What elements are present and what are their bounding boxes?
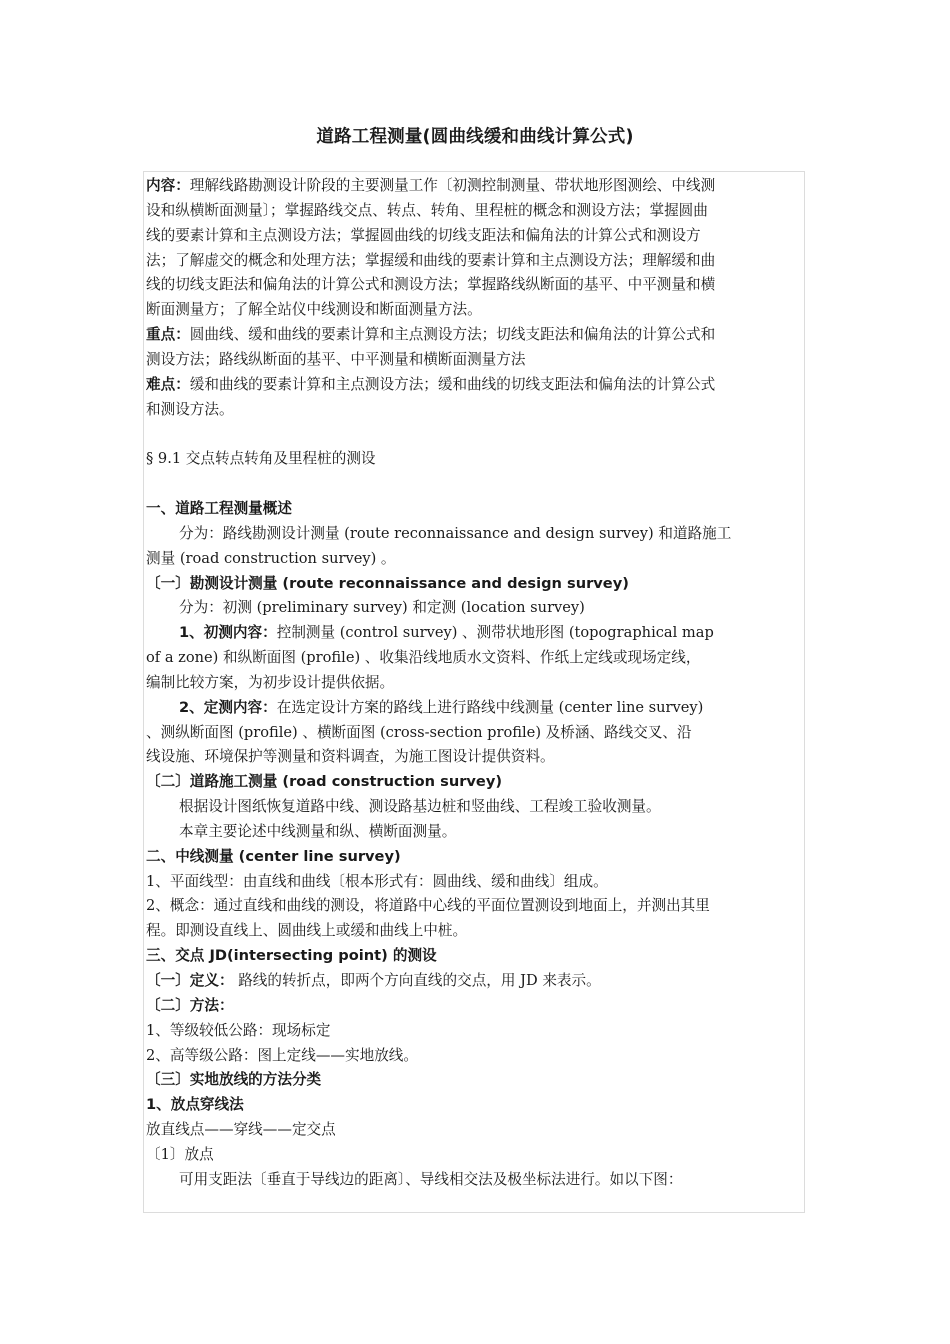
text-line [146,298,802,323]
line-text: 线的要素计算和主点测设方法；掌握圆曲线的切线支距法和偏角法的计算公式和测设方 [146,226,701,244]
bold-label: 〔二〕方法： [146,996,234,1014]
text-line [146,721,802,746]
text-line [146,273,802,298]
text-line [146,373,802,398]
line-text: 1、等级较低公路：现场标定 [146,1021,331,1039]
text-line [146,174,802,199]
line-text: 2、概念：通过直线和曲线的测设，将道路中心线的平面位置测设到地面上，并测出其里 [146,897,710,915]
text-line [146,1118,802,1143]
bold-label: 1、放点穿线法 [146,1096,244,1114]
line-text: 线的切线支距法和偏角法的计算公式和测设方法；掌握路线纵断面的基平、中平测量和横 [146,276,716,294]
bold-label: 〔二〕道路施工测量 (road construction survey) [146,773,503,791]
line-text: 、测纵断面图 (profile) 、横断面图 (cross-section profile) 及桥涵、路线交叉、沿 [146,723,692,741]
line-text: 可用支距法〔垂直于导线边的距离〕、导线相交法及极坐标法进行。如以下图： [179,1170,683,1188]
line-text: § 9.1 交点转点转角及里程桩的测设 [146,450,376,468]
bold-label: 重点： [146,326,190,344]
bold-label: 内容： [146,177,190,194]
line-text: of a zone) 和纵断面图 (profile) 、收集沿线地质水文资料、作纸上定线或现场定线， [146,649,701,667]
text-line [146,1143,802,1168]
text-line [146,497,802,522]
bold-label: 三、交点 JD(intersecting point) 的测设 [146,947,437,965]
line-text: 缓和曲线的要素计算和主点测设方法；缓和曲线的切线支距法和偏角法的计算公式 [189,375,716,393]
bold-label: 一、道路工程测量概述 [146,499,292,517]
text-line [146,894,802,919]
line-text: 断面测量方；了解全站仪中线测设和断面测量方法。 [146,301,482,319]
line-text: 编制比较方案，为初步设计提供依据。 [146,673,395,691]
line-text: 路线的转折点，即两个方向直线的交点，用 JD 来表示。 [233,972,601,989]
bold-label: 2、定测内容： [179,698,277,716]
line-text: 2、高等级公路：图上定线——实地放线。 [146,1046,418,1064]
line-text: 1、平面线型：由直线和曲线〔根本形式有：圆曲线、缓和曲线〕组成。 [146,872,608,890]
text-line [146,1168,802,1193]
text-line [146,522,802,547]
line-text: 圆曲线、缓和曲线的要素计算和主点测设方法；切线支距法和偏角法的计算公式和 [189,326,716,344]
line-text: 分为：路线勘测设计测量 (route reconnaissance and design survey) 和道路施工 [179,524,732,542]
bold-label: 〔三〕实地放线的方法分类 [146,1071,322,1089]
blank-line [146,422,802,447]
text-line [146,1019,802,1044]
bold-label: 1、初测内容： [179,624,277,642]
text-line [146,447,802,472]
text-line [146,596,802,621]
text-line [146,646,802,671]
text-line [146,770,802,795]
text-line [146,572,802,597]
text-line [146,1068,802,1093]
line-text: 测设方法；路线纵断面的基平、中平测量和横断面测量方法 [146,350,526,368]
bold-label: 〔一〕定义： [146,972,234,989]
text-line [146,944,802,969]
text-line [146,1093,802,1118]
text-line [146,820,802,845]
line-text: 放直线点——穿线——定交点 [146,1121,336,1139]
text-line [146,621,802,646]
line-text: 控制测量 (control survey) 、测带状地形图 (topographical map [276,624,714,642]
blank-line [146,472,802,497]
line-text: 〔1〕放点 [146,1145,214,1163]
line-text: 法；了解虚交的概念和处理方法；掌握缓和曲线的要素计算和主点测设方法；理解缓和曲 [146,251,716,269]
bold-label: 〔一〕勘测设计测量 (route reconnaissance and design survey) [146,574,629,592]
text-line [146,994,802,1019]
line-text: 分为：初测 (preliminary survey) 和定测 (location survey) [179,599,585,617]
line-text: 本章主要论述中线测量和纵、横断面测量。 [179,822,457,840]
text-line [146,969,802,994]
text-line [146,249,802,274]
text-line [146,671,802,696]
line-text: 测量 (road construction survey) 。 [146,549,396,567]
text-line [146,224,802,249]
line-text: 在选定设计方案的路线上进行路线中线测量 (center line survey) [276,698,704,716]
document-body [146,174,802,1193]
text-line [146,348,802,373]
line-text: 根据设计图纸恢复道路中线、测设路基边桩和竖曲线、工程竣工验收测量。 [179,798,661,816]
text-line [146,870,802,895]
bold-label: 二、中线测量 (center line survey) [146,847,401,865]
line-text: 程。即测设直线上、圆曲线上或缓和曲线上中桩。 [146,922,468,940]
line-text: 设和纵横断面测量〕；掌握路线交点、转点、转角、里程桩的概念和测设方法；掌握圆曲 [146,201,708,219]
line-text: 理解线路勘测设计阶段的主要测量工作〔初测控制测量、带状地形图测绘、中线测 [189,177,716,194]
text-line [146,199,802,224]
line-text: 线设施、环境保护等测量和资料调查，为施工图设计提供资料。 [146,748,555,766]
text-line [146,745,802,770]
line-text: 和测设方法。 [146,400,234,418]
text-line [146,547,802,572]
text-line [146,323,802,348]
text-line [146,845,802,870]
text-line [146,696,802,721]
text-line [146,398,802,423]
text-line [146,795,802,820]
document-title: 道路工程测量(圆曲线缓和曲线计算公式) [316,127,634,147]
text-line [146,1044,802,1069]
bold-label: 难点： [146,375,190,393]
text-line [146,919,802,944]
